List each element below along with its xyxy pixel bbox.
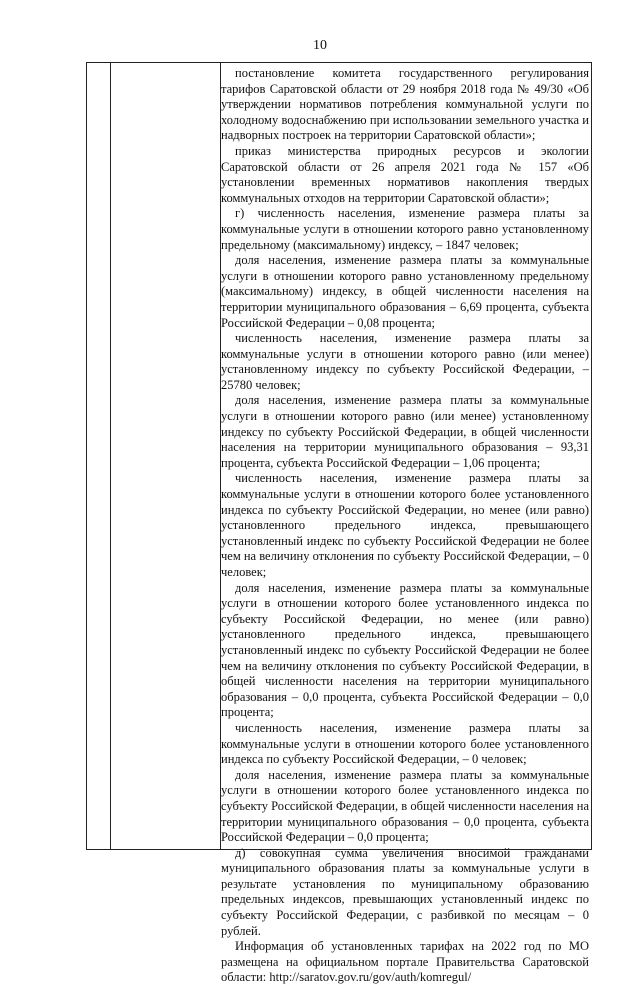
paragraph: численность населения, изменение размера платы за коммунальные услуги в отношении которого более установленного индекса по субъекту Российской Федерации, но менее (или равно) установленного предельного индекса, превышающего установленный индекс по субъекту Российской Федерации не более чем на величину отклонения по субъекту Российской Федерации, – 0 человек; [221, 471, 589, 579]
table-column-name [111, 63, 221, 849]
paragraph-portal-link[interactable]: Информация об установленных тарифах на 2022 год по МО размещена на официальном портале Правительства Саратовской области: http://saratov.gov.ru/gov/auth/komregul/ [221, 939, 589, 985]
paragraph: доля населения, изменение размера платы за коммунальные услуги в отношении которого более установленного индекса по субъекту Российской Федерации, но менее (или равно) установленного предельного индекса, превышающего установленный индекс по субъекту Российской Федерации не более чем на величину отклонения по субъекту Российской Федерации, в общей численности населения на территории муниципального образования – 0,0 процента, субъекта Российской Федерации – 0,0 процента; [221, 580, 589, 720]
table-column-number [87, 63, 111, 849]
paragraph: приказ министерства природных ресурсов и экологии Саратовской области от 26 апреля 2021 года № 157 «Об установлении временных нормативов накопления твердых коммунальных отходов на территории Саратовской области»; [221, 143, 589, 205]
paragraph: численность населения, изменение размера платы за коммунальные услуги в отношении которого более установленного индекса по субъекту Российской Федерации, – 0 человек; [221, 720, 589, 767]
paragraph: г) численность населения, изменение размера платы за коммунальные услуги в отношении которого равно установленному предельному (максимальному) индексу, – 1847 человек; [221, 206, 589, 252]
document-table [86, 62, 592, 985]
paragraph: доля населения, изменение размера платы за коммунальные услуги в отношении которого равно установленному предельному (максимальному) индексу, в общей численности населения на территории муниципального образования – 6,69 процента, субъекта Российской Федерации – 0,08 процента; [221, 253, 589, 330]
paragraph: доля населения, изменение размера платы за коммунальные услуги в отношении которого равно (или менее) установленному индексу по субъекту Российской Федерации, в общей численности населения на территории муниципального образования – 93,31 процента, субъекта Российской Федерации – 1,06 процента; [221, 393, 589, 470]
page-number: 10 [313, 38, 327, 53]
paragraph: доля населения, изменение размера платы за коммунальные услуги в отношении которого более установленного индекса по субъекту Российской Федерации, в общей численности населения на территории муниципального образования – 0,0 процента, субъекта Российской Федерации – 0,0 процента; [221, 767, 589, 845]
paragraph: д) совокупная сумма увеличения вносимой гражданами муниципального образования платы за коммунальные услуги в результате установления по муниципальному образованию предельных индексов, превышающих установленный индекс по субъекту Российской Федерации, с разбивкой по месяцам – 0 рублей. [221, 845, 589, 938]
paragraph: численность населения, изменение размера платы за коммунальные услуги в отношении которого равно (или менее) установленному индексу по субъекту Российской Федерации, – 25780 человек; [221, 331, 589, 392]
table-column-text [221, 66, 591, 986]
paragraph: постановление комитета государственного регулирования тарифов Саратовской области от 29 ноября 2018 года № 49/30 «Об утверждении нормативов потребления коммунальной услуги по холодному водоснабжению при использовании земельного участка и надворных построек на территории Саратовской области»; [221, 66, 589, 143]
